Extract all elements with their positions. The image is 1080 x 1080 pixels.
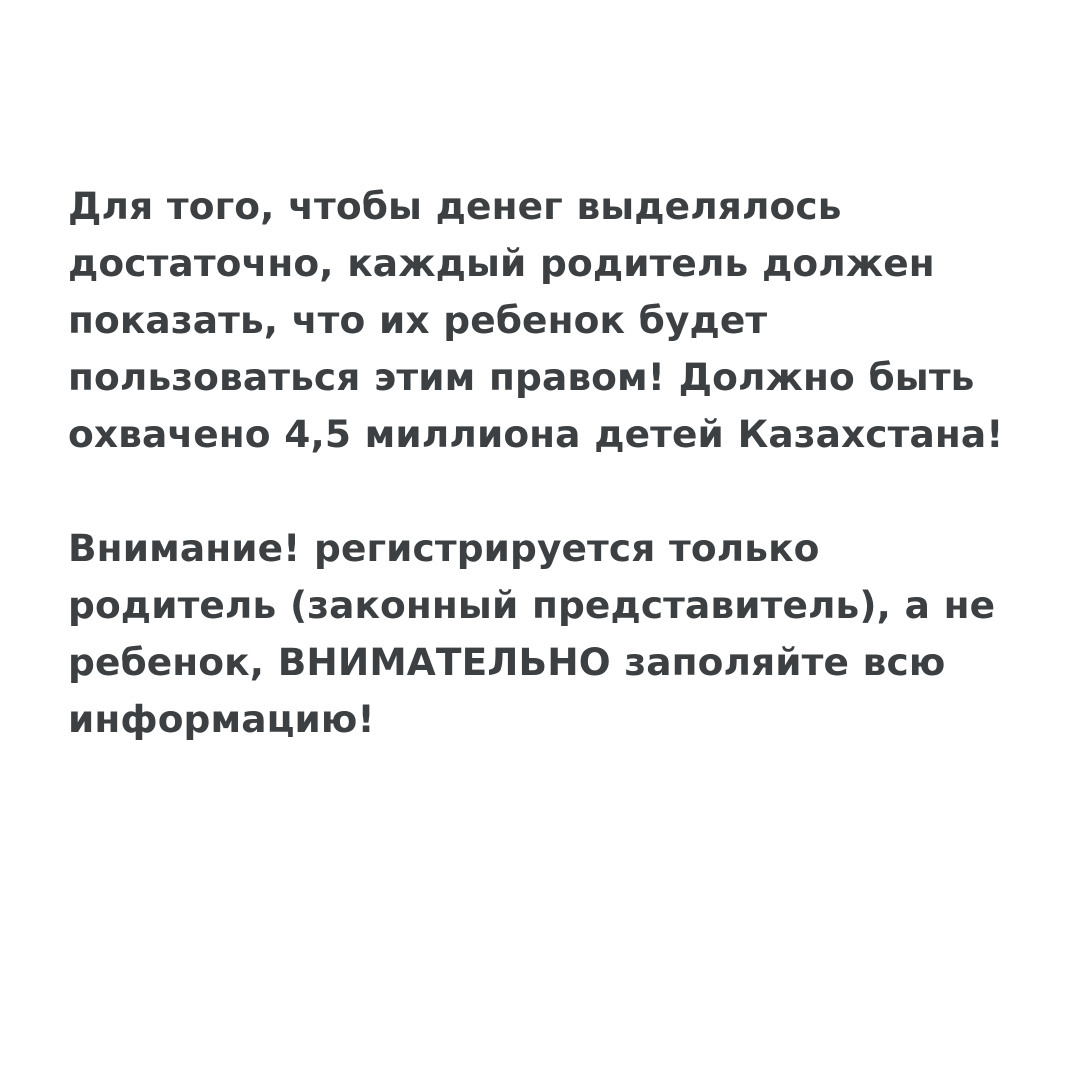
paragraph-2: Внимание! регистрируется только родитель (законный представитель), а не ребенок, ВНИМАТЕЛЬНО заполяйте всю информацию!: [68, 526, 996, 741]
text-block: [68, 178, 1008, 748]
paragraph-1: Для того, чтобы денег выделялось достаточно, каждый родитель должен показать, что их ребенок будет пользоваться этим правом! Должно быть охвачено 4,5 миллиона детей Казахстана!: [68, 184, 1004, 456]
